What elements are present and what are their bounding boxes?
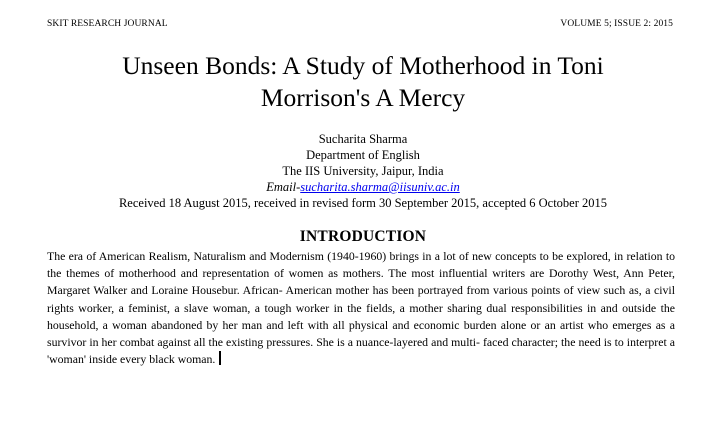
article-title-line-2: Morrison's A Mercy bbox=[260, 83, 466, 112]
author-department: Department of English bbox=[306, 148, 420, 162]
email-label: Email- bbox=[266, 180, 301, 194]
section-heading: INTRODUCTION bbox=[299, 228, 427, 245]
email-link[interactable]: sucharita.sharma@iisuniv.ac.in bbox=[300, 180, 460, 194]
paragraph-text: The era of American Realism, Naturalism and Modernism (1940-1960) brings in a lot of new concepts to be explored, in relation to the themes of motherhood and representation of women as mothers. The most influential writers are Dorothy West, Ann Peter, Margaret Walker and Loraine Housebur. African- American mother has been portrayed from various points of view such as, a civil rights worker, a feminist, a slave woman, a tough worker in the fields, a mother sharing dual responsibilities in and outside the household, a woman abandoned by her man and left with all physical and economic burden alone or an artist who emerges as a survivor in her combat against all the existing pressures. She is a nuance-layered and multi- faced character; the need is to interpret a 'woman' inside every black woman. bbox=[47, 249, 675, 367]
author-affiliation: The IIS University, Jaipur, India bbox=[282, 164, 444, 178]
text-cursor bbox=[219, 351, 221, 365]
article-title bbox=[60, 50, 666, 114]
introduction-paragraph[interactable] bbox=[47, 248, 675, 368]
journal-name: SKIT RESEARCH JOURNAL bbox=[47, 19, 168, 29]
issue-info: VOLUME 5; ISSUE 2: 2015 bbox=[560, 19, 673, 29]
running-header bbox=[47, 19, 673, 29]
author-email-line bbox=[0, 179, 726, 195]
received-dates: Received 18 August 2015, received in revised form 30 September 2015, accepted 6 October 2015 bbox=[118, 196, 608, 210]
author-name: Sucharita Sharma bbox=[318, 132, 408, 146]
article-title-line-1: Unseen Bonds: A Study of Motherhood in Toni bbox=[122, 51, 604, 80]
author-block bbox=[0, 131, 726, 211]
